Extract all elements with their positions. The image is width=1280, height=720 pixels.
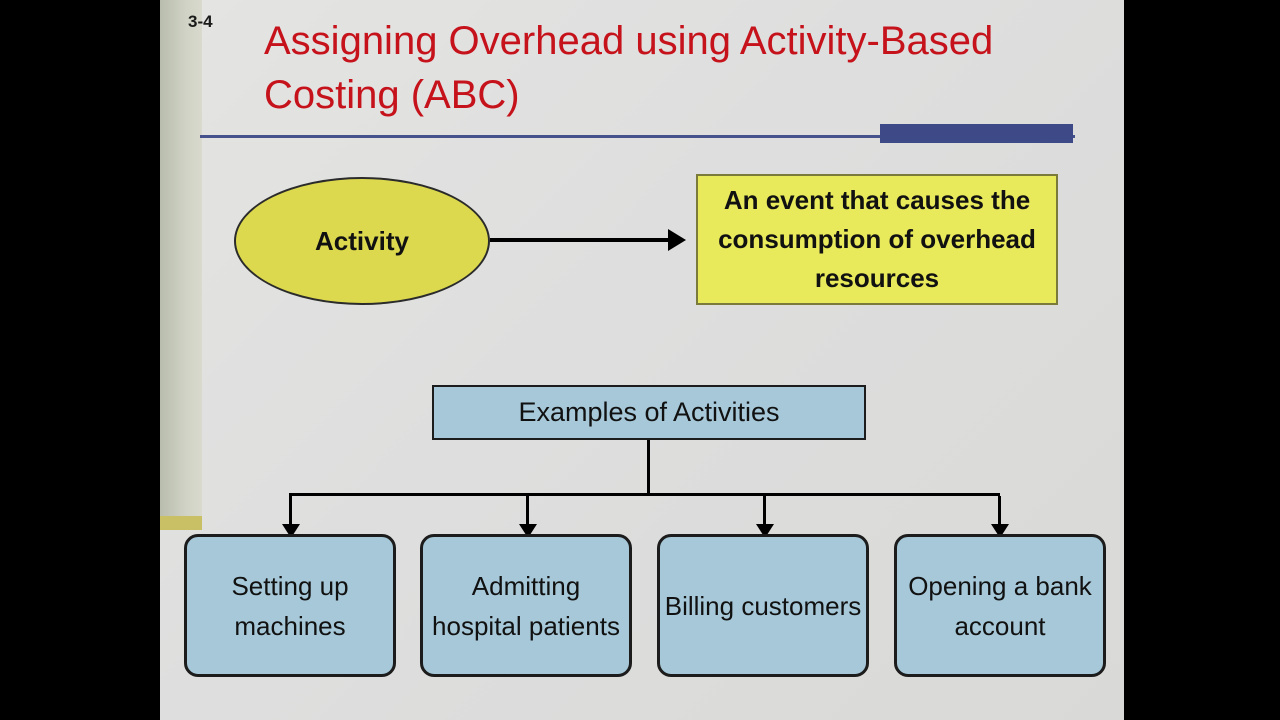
example-node <box>657 534 869 677</box>
slide-canvas <box>160 0 1124 720</box>
activity-node <box>234 177 490 305</box>
example-node <box>894 534 1106 677</box>
connector-trunk <box>647 440 650 495</box>
connector-drop-4 <box>998 496 1001 526</box>
example-node-label: Billing customers <box>664 590 862 621</box>
decorative-left-band <box>160 0 202 516</box>
example-node-label: Admitting hospital patients <box>432 570 620 641</box>
example-node <box>420 534 632 677</box>
page-title: Assigning Overhead using Activity-Based Costing (ABC) <box>264 19 994 117</box>
slide-number: 3-4 <box>188 12 213 31</box>
examples-header-label: Examples of Activities <box>518 397 780 427</box>
example-node <box>184 534 396 677</box>
activity-node-label: Activity <box>315 225 409 256</box>
definition-callout-text: An event that causes the consumption of overhead resources <box>718 185 1036 293</box>
title-divider-cap <box>880 124 1073 143</box>
connector-drop-3 <box>763 496 766 526</box>
example-node-label: Setting up machines <box>231 570 349 641</box>
decorative-left-band-foot <box>160 516 202 530</box>
definition-callout <box>696 174 1058 305</box>
activity-definition-arrowhead-icon <box>668 229 686 251</box>
example-node-label: Opening a bank account <box>908 570 1092 641</box>
connector-bus <box>289 493 1000 496</box>
examples-header-box <box>432 385 866 440</box>
connector-drop-1 <box>289 496 292 526</box>
connector-drop-2 <box>526 496 529 526</box>
activity-definition-connector <box>490 238 670 242</box>
